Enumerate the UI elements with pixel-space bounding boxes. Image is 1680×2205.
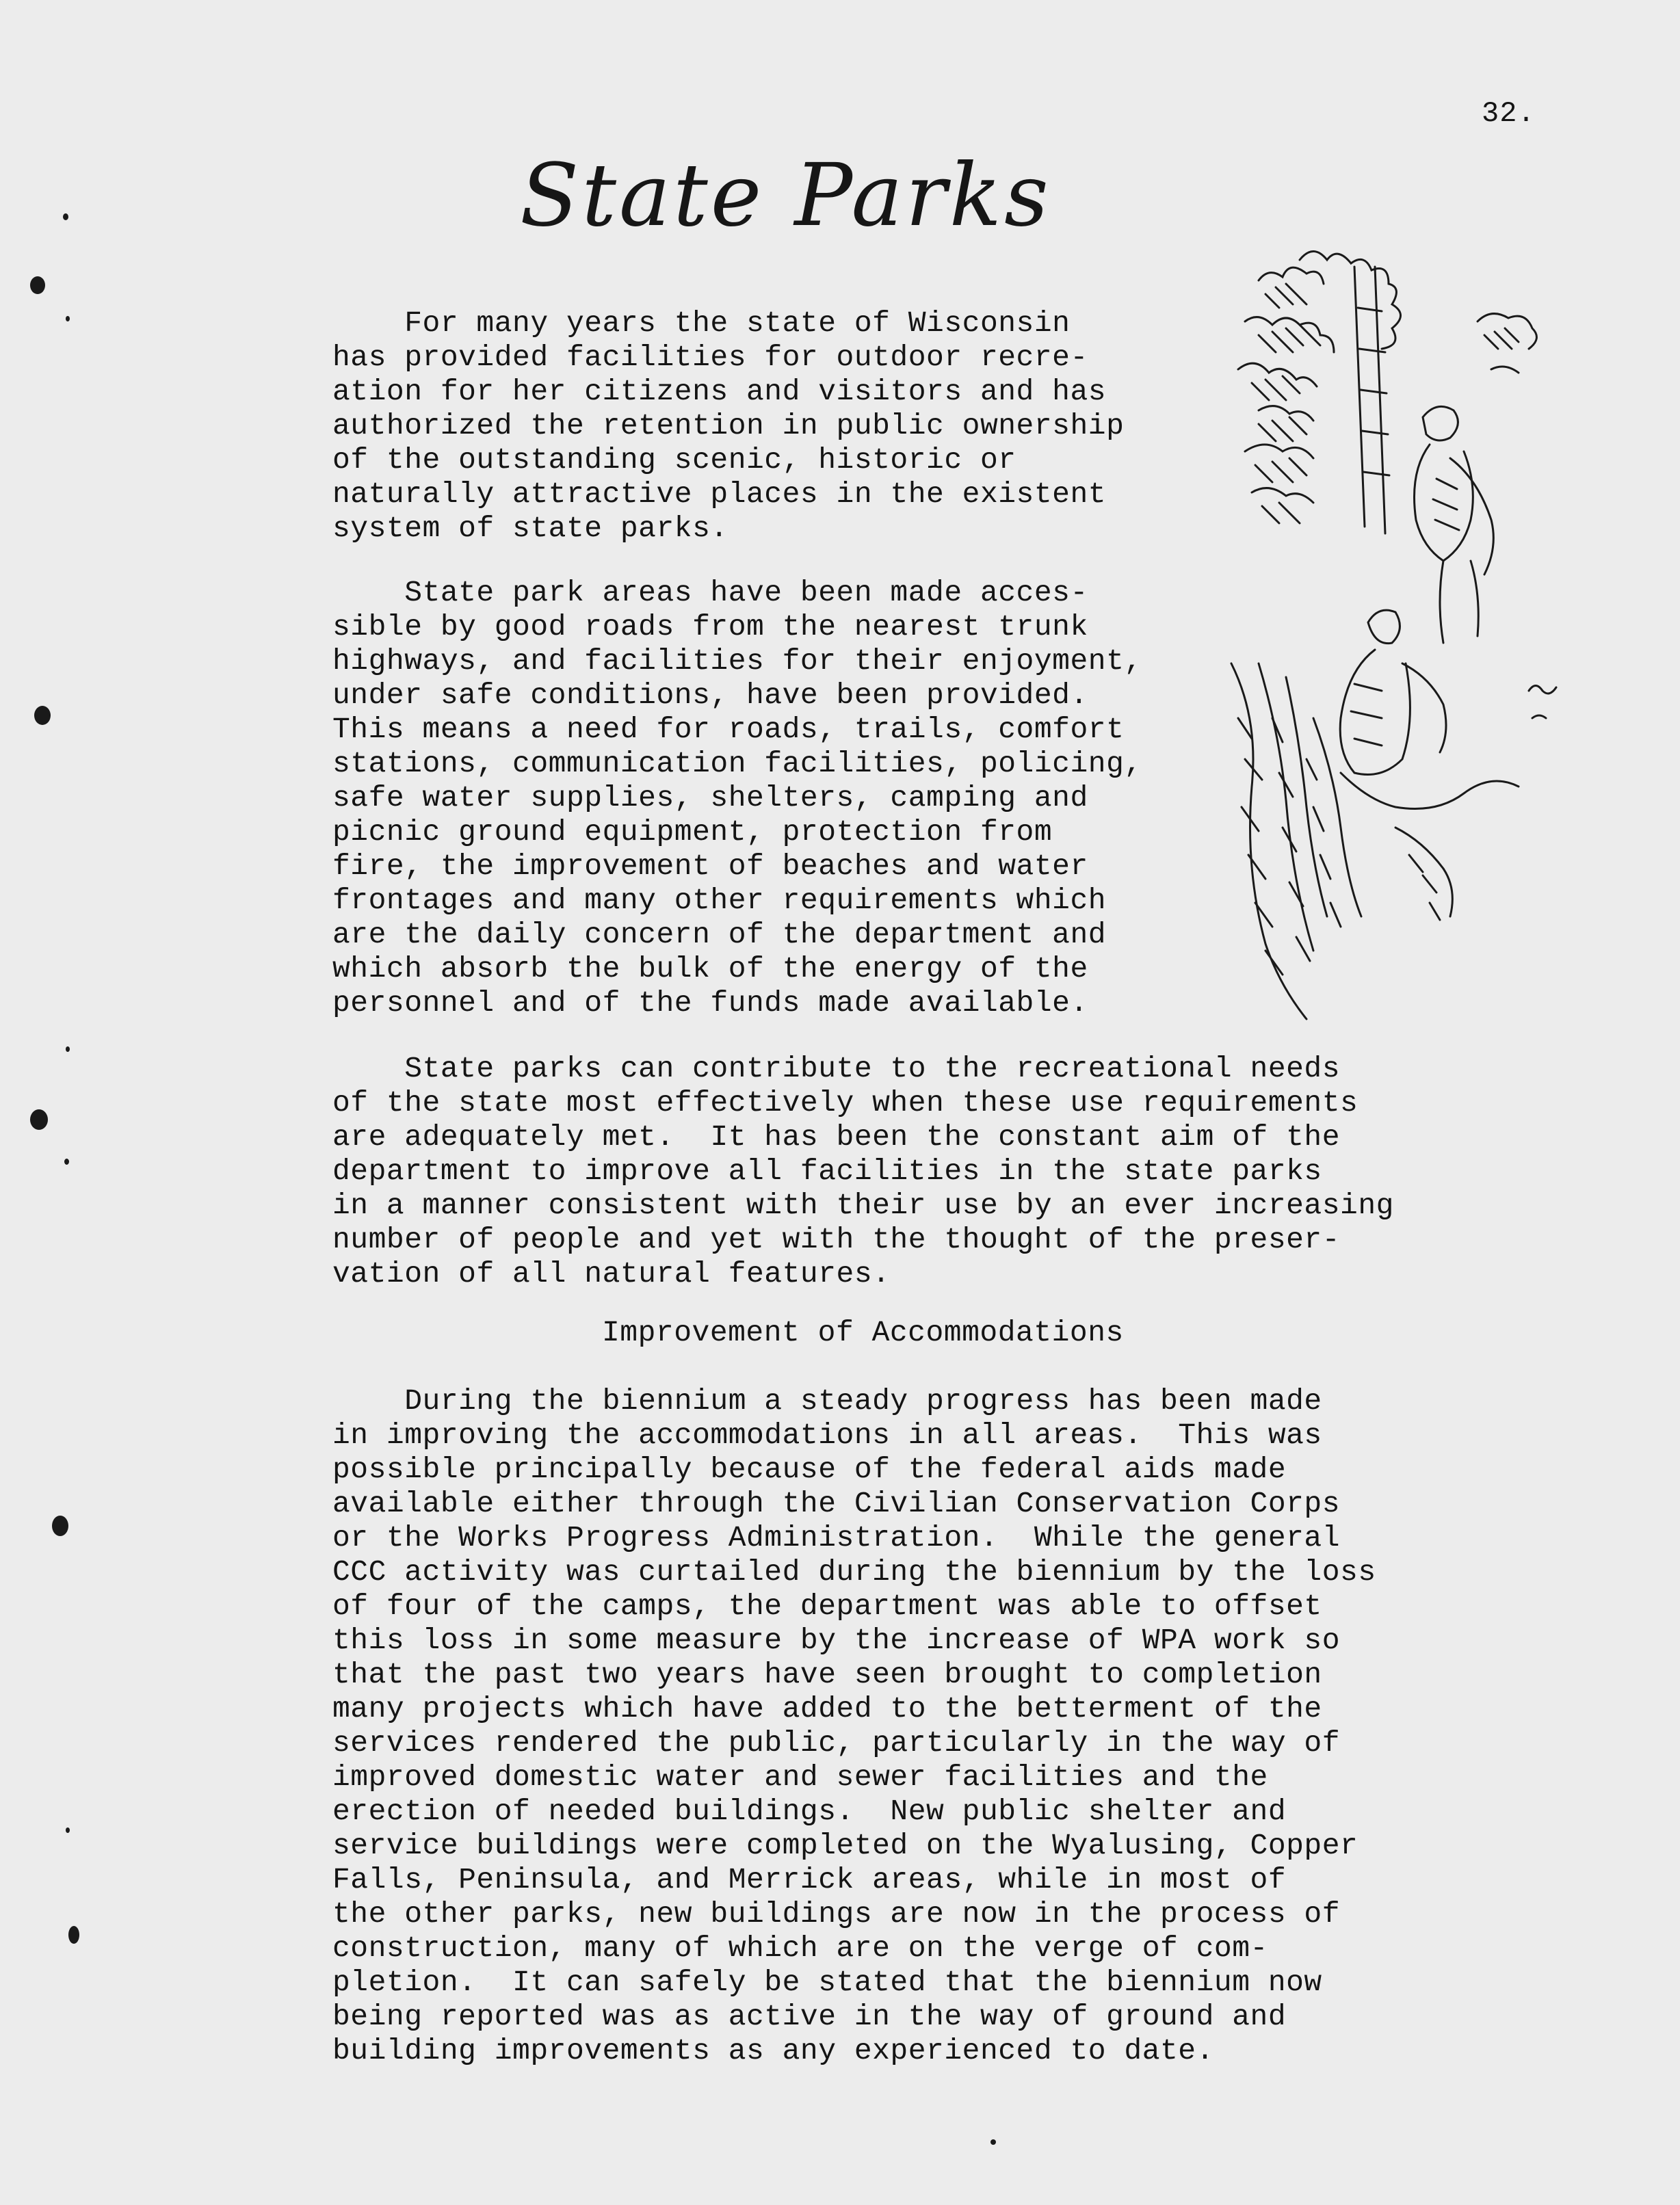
paragraph-line: of the outstanding scenic, historic or xyxy=(332,443,1016,477)
paragraph-line: of the state most effectively when these use requirements xyxy=(332,1086,1359,1120)
margin-mark xyxy=(30,276,45,294)
paragraph-line: CCC activity was curtailed during the biennium by the loss xyxy=(332,1555,1376,1589)
paragraph-line: erection of needed buildings. New public shelter and xyxy=(332,1795,1287,1828)
paragraph-line: number of people and yet with the thought of the preser- xyxy=(332,1223,1341,1256)
paragraph-line: naturally attractive places in the existent xyxy=(332,477,1107,511)
paragraph-line: many projects which have added to the betterment of the xyxy=(332,1692,1322,1726)
section-heading: Improvement of Accommodations xyxy=(602,1316,1124,1349)
paragraph-line: are the daily concern of the department and xyxy=(332,918,1107,951)
paragraph-line: sible by good roads from the nearest trunk xyxy=(332,610,1088,644)
paragraph-line: State park areas have been made acces- xyxy=(332,576,1088,609)
paragraph-line: are adequately met. It has been the constant aim of the xyxy=(332,1120,1341,1154)
paragraph-line: services rendered the public, particularly in the way of xyxy=(332,1726,1341,1760)
paragraph-line: being reported was as active in the way of ground and xyxy=(332,2000,1287,2033)
paragraph-line: possible principally because of the federal aids made xyxy=(332,1453,1287,1486)
paragraph-line: frontages and many other requirements which xyxy=(332,884,1107,917)
paragraph-line: this loss in some measure by the increase of WPA work so xyxy=(332,1624,1341,1657)
paragraph-line: that the past two years have seen brought to completion xyxy=(332,1658,1322,1691)
margin-mark xyxy=(68,1926,79,1944)
paragraph-line: the other parks, new buildings are now in the process of xyxy=(332,1897,1341,1931)
margin-mark xyxy=(52,1516,68,1536)
paragraph-line: department to improve all facilities in the state parks xyxy=(332,1154,1322,1188)
paragraph-line: State parks can contribute to the recreational needs xyxy=(332,1052,1341,1085)
paragraph-line: Falls, Peninsula, and Merrick areas, while in most of xyxy=(332,1863,1287,1897)
paragraph-line: which absorb the bulk of the energy of the xyxy=(332,952,1088,986)
paragraph-line: in improving the accommodations in all areas. This was xyxy=(332,1418,1322,1452)
paragraph-line: safe water supplies, shelters, camping and xyxy=(332,781,1088,815)
paragraph-line: under safe conditions, have been provided. xyxy=(332,678,1088,712)
paragraph-line: vation of all natural features. xyxy=(332,1257,891,1291)
paragraph-line: During the biennium a steady progress has been made xyxy=(332,1384,1322,1418)
paragraph-line: This means a need for roads, trails, comfort xyxy=(332,713,1125,746)
page-title: State Parks xyxy=(520,145,1051,246)
paragraph-line: in a manner consistent with their use by an ever increasing xyxy=(332,1189,1394,1222)
paragraph-line: picnic ground equipment, protection from xyxy=(332,815,1053,849)
paragraph-line: service buildings were completed on the Wyalusing, Copper xyxy=(332,1829,1359,1862)
margin-mark xyxy=(66,1827,70,1833)
margin-mark xyxy=(990,2139,996,2145)
paragraph-line: system of state parks. xyxy=(332,512,729,545)
paragraph-line: improved domestic water and sewer facilities and the xyxy=(332,1760,1268,1794)
margin-mark xyxy=(34,706,51,725)
paragraph-line: ation for her citizens and visitors and has xyxy=(332,375,1107,408)
paragraph-line: or the Works Progress Administration. While the general xyxy=(332,1521,1341,1555)
paragraph-line: has provided facilities for outdoor recre- xyxy=(332,341,1088,374)
paragraph-line: For many years the state of Wisconsin xyxy=(332,306,1071,340)
page-number: 32. xyxy=(1482,97,1536,130)
paragraph-line: construction, many of which are on the verge of com- xyxy=(332,1931,1268,1965)
paragraph-line: pletion. It can safely be stated that the biennium now xyxy=(332,1966,1322,1999)
margin-mark xyxy=(66,1046,70,1052)
paragraph-line: fire, the improvement of beaches and water xyxy=(332,849,1088,883)
paragraph-line: stations, communication facilities, policing, xyxy=(332,747,1142,780)
paragraph-line: personnel and of the funds made available. xyxy=(332,986,1088,1020)
paragraph-line: authorized the retention in public ownership xyxy=(332,409,1125,443)
paragraph-line: building improvements as any experienced to date. xyxy=(332,2034,1214,2068)
paragraph-line: available either through the Civilian Conservation Corps xyxy=(332,1487,1341,1520)
tree-and-hikers-illustration-icon xyxy=(1218,239,1573,1026)
margin-mark xyxy=(66,316,70,321)
margin-mark xyxy=(63,213,68,220)
margin-mark xyxy=(30,1109,48,1130)
paragraph-line: highways, and facilities for their enjoyment, xyxy=(332,644,1142,678)
paragraph-line: of four of the camps, the department was able to offset xyxy=(332,1589,1322,1623)
margin-mark xyxy=(64,1159,69,1165)
